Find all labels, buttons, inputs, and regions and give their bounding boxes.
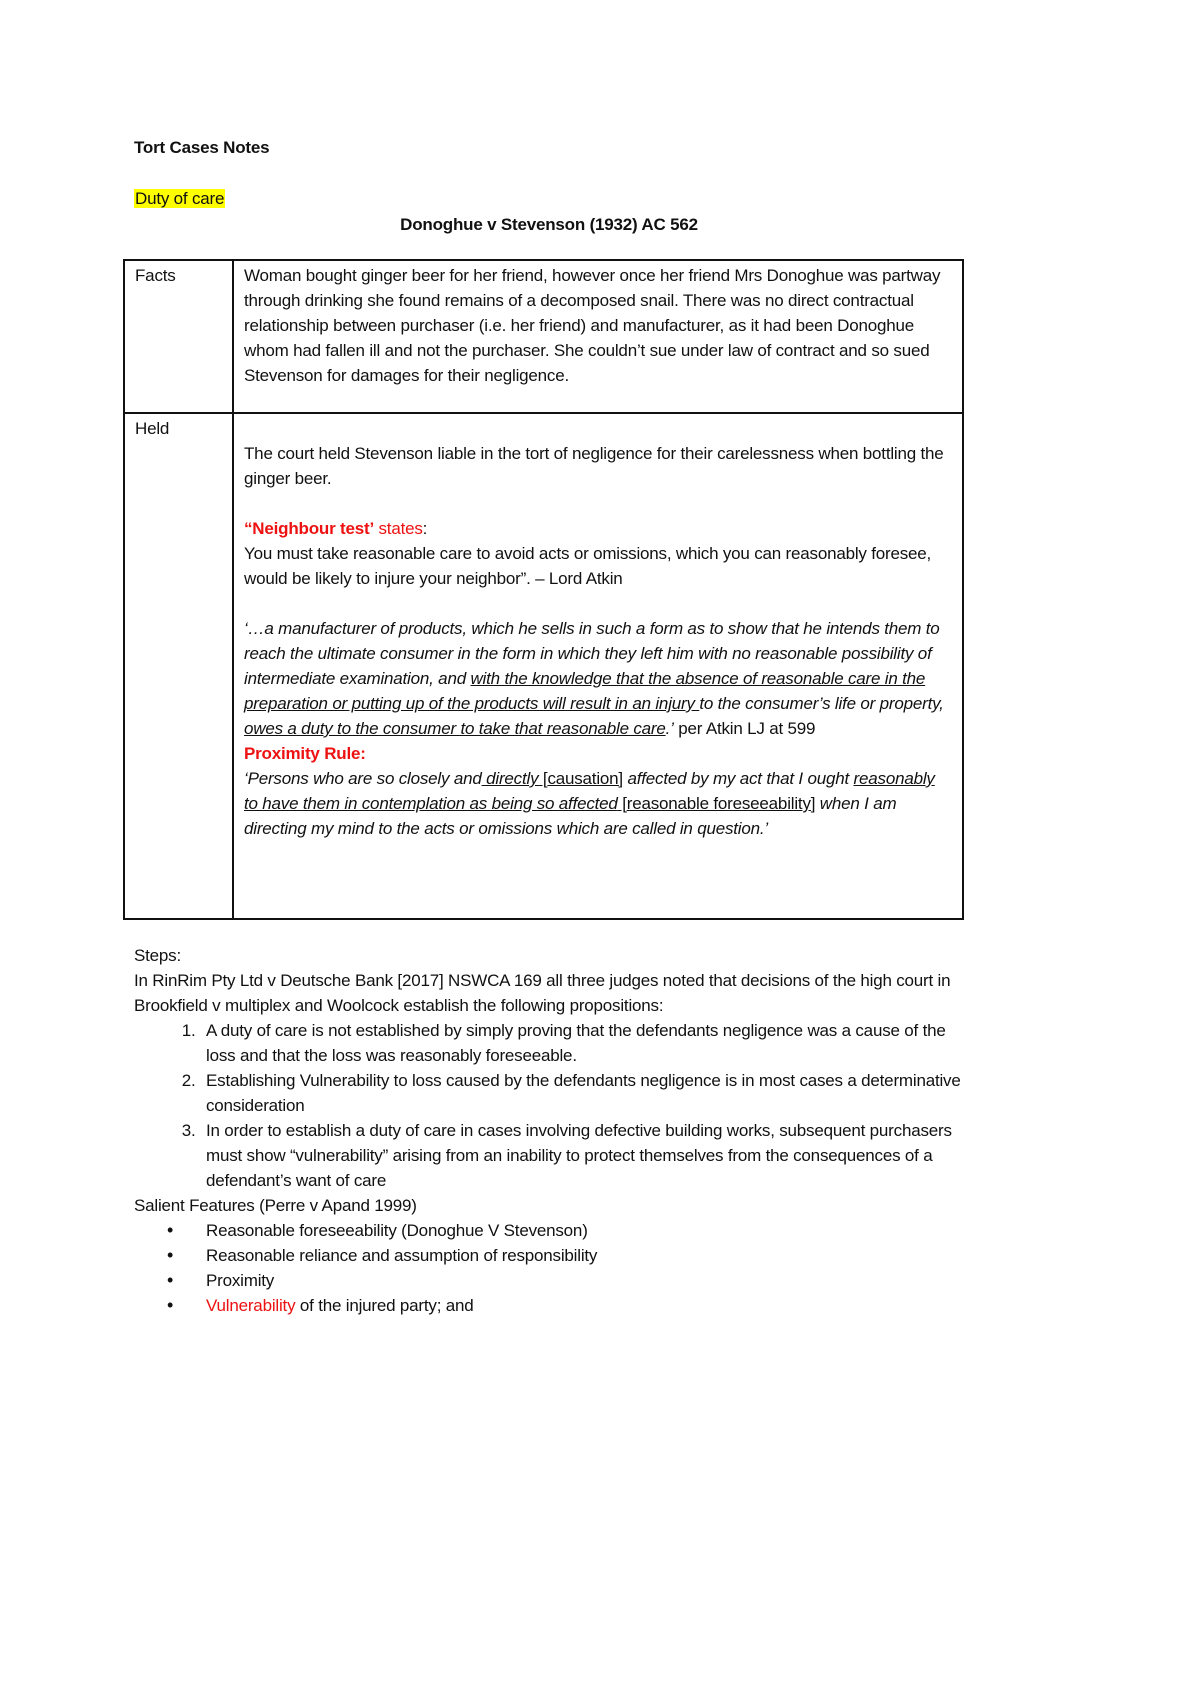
list-item [200,1293,974,1318]
atkin-quote-part: to the consumer’s life or property, [699,694,944,713]
row-label-held: Held [124,413,233,919]
case-title: Donoghue v Stevenson (1932) AC 562 [400,215,698,234]
list-item: • Reasonable reliance and assumption of responsibility [200,1243,974,1268]
bracket: [ [538,769,548,788]
proximity-quote-underlined: directly [481,769,539,788]
proximity-quote [244,766,952,841]
steps-heading: Steps: [134,946,181,965]
bracket: [ [617,794,627,813]
atkin-quote [244,616,952,741]
table-row-held [124,413,963,919]
list-item: • Reasonable foreseeability (Donoghue V Stevenson) [200,1218,974,1243]
steps-intro: In RinRim Pty Ltd v Deutsche Bank [2017] NSWCA 169 all three judges noted that decisions of the high court in Brookfield v multiplex and Woolcock establish the following propositions: [134,971,951,1015]
causation-note: causation [547,769,619,788]
case-table [123,259,964,920]
document-title: Tort Cases Notes [134,138,270,157]
salient-features-list [134,1218,974,1318]
proximity-quote-part: affected by my act that I ought [622,769,854,788]
table-row-facts [124,260,963,413]
highlighted-heading: Duty of care [135,189,225,208]
facts-text: Woman bought ginger beer for her friend, however once her friend Mrs Donoghue was partway through drinking she found remains of a decomposed snail. There was no direct contractual relationship between purchaser (i.e. her friend) and manufacturer, as it had been Donoghue whom had fallen ill and not the purchaser. She couldn’t sue under law of contract and so sued Stevenson for damages for their negligence. [233,260,963,413]
list-item: • Proximity [200,1268,974,1293]
foreseeability-note: reasonable foreseeability] [626,794,816,813]
row-label-facts: Facts [124,260,233,413]
list-item-rest: of the injured party; and [295,1296,474,1315]
steps-section [134,943,974,1318]
proximity-rule-heading: Proximity Rule: [244,744,366,763]
steps-list [134,1018,974,1193]
neighbour-test-title: “Neighbour test’ [244,519,374,538]
neighbour-test-colon: : [422,519,428,538]
list-item: 1. A duty of care is not established by simply proving that the defendants negligence was a cause of the loss and that the loss was reasonably foreseeable. [200,1018,974,1068]
salient-features-heading: Salient Features (Perre v Apand 1999) [134,1196,417,1215]
proximity-quote-part: when I am directing my mind to the acts or omissions which are called in question.’ [244,794,897,838]
vulnerability-term: Vulnerability [206,1296,296,1315]
neighbour-test-quote: You must take reasonable care to avoid acts or omissions, which you can reasonably foresee, would be likely to injure your neighbor”. – Lord Atkin [244,544,932,588]
proximity-quote-underlined: reasonably to have them in contemplation as being so affected [244,769,935,813]
atkin-quote-underlined: owes a duty to the consumer to take that reasonable care [244,719,666,738]
atkin-quote-part: ‘…a manufacturer of products, which he sells in such a form as to show that he intends them to reach the ultimate consumer in the form in which they left him with no reasonable possibility of intermediate examination, and [244,619,940,688]
atkin-quote-underlined: with the knowledge that the absence of reasonable care in the preparation or putting up of the products will result in an injury [244,669,926,713]
proximity-quote-part: ‘Persons who are so closely and [244,769,482,788]
list-item: 2. Establishing Vulnerability to loss caused by the defendants negligence is in most cases a determinative consideration [200,1068,974,1118]
section-heading [134,186,225,211]
neighbour-test-states: states [373,519,423,538]
held-content [233,413,963,919]
neighbour-test-heading [244,516,952,541]
atkin-citation: per Atkin LJ at 599 [673,719,816,738]
list-item: 3. In order to establish a duty of care in cases involving defective building works, subsequent purchasers must show “vulnerability” arising from an inability to protect themselves from the consequences of a defendant’s want of care [200,1118,974,1193]
held-text: The court held Stevenson liable in the tort of negligence for their carelessness when bottling the ginger beer. [244,444,944,488]
bracket: ] [618,769,623,788]
atkin-quote-part: .’ [665,719,674,738]
